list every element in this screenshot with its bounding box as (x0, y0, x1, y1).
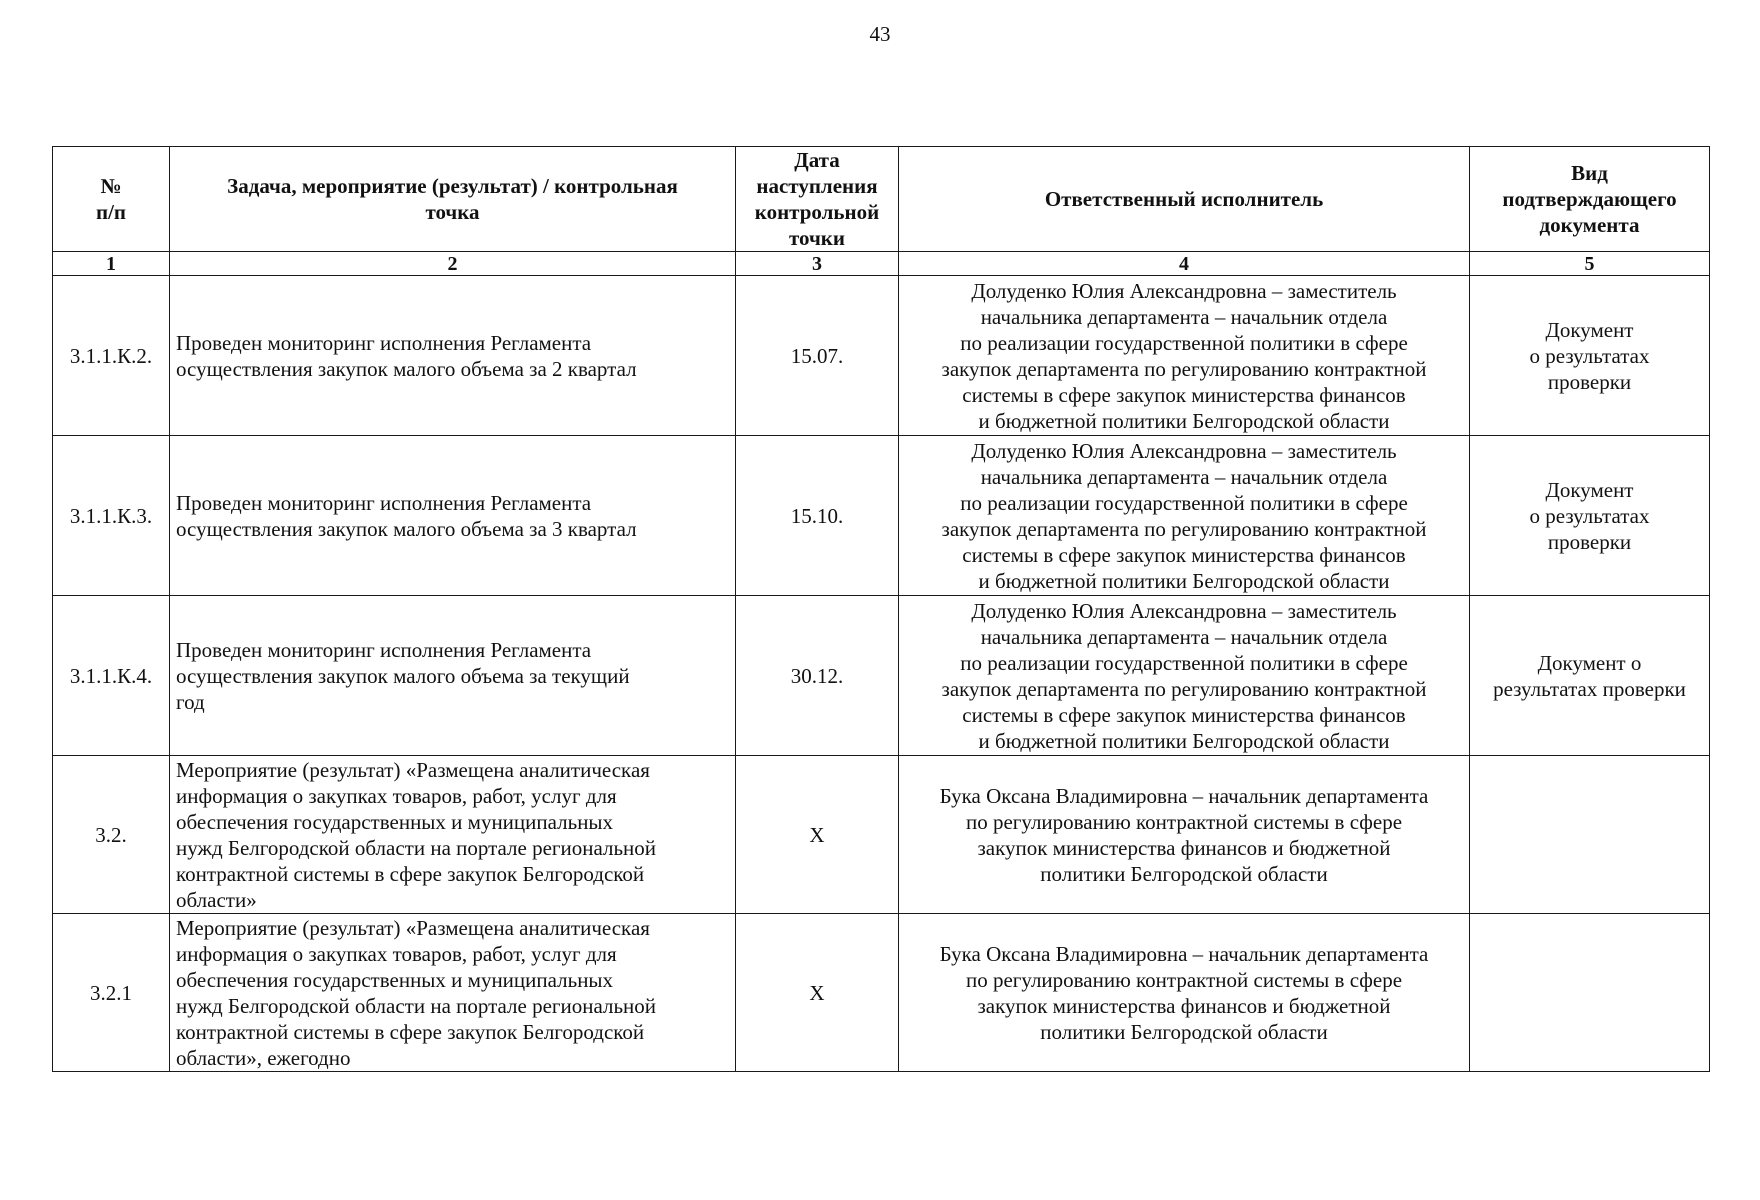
table-row (53, 596, 1710, 756)
row-task: Проведен мониторинг исполнения Регламента осуществления закупок малого объема за текущий год (170, 596, 736, 756)
row-date: Х (736, 914, 899, 1072)
column-number: 4 (899, 252, 1470, 276)
row-document (1470, 914, 1710, 1072)
control-points-table (52, 146, 1710, 1072)
header-responsible: Ответственный исполнитель (899, 147, 1470, 252)
page-number: 43 (869, 22, 891, 46)
row-responsible: Долуденко Юлия Александровна – заместитель начальника департамента – начальник отдела по реализации государственной политики в сфере закупок департамента по регулированию контрактной системы в сфере закупок министерства финансов и бюджетной политики Белгородской области (899, 436, 1470, 596)
column-number: 2 (170, 252, 736, 276)
row-document (1470, 756, 1710, 914)
row-number: 3.1.1.К.2. (53, 276, 170, 436)
row-document: Документ о результатах проверки (1470, 436, 1710, 596)
row-number: 3.2. (53, 756, 170, 914)
row-date: Х (736, 756, 899, 914)
header-task: Задача, мероприятие (результат) / контрольная точка (170, 147, 736, 252)
header-date: Дата наступления контрольной точки (736, 147, 899, 252)
column-number: 5 (1470, 252, 1710, 276)
table-row (53, 756, 1710, 914)
row-task: Проведен мониторинг исполнения Регламента осуществления закупок малого объема за 2 квартал (170, 276, 736, 436)
header-num: № п/п (53, 147, 170, 252)
row-date: 15.10. (736, 436, 899, 596)
row-date: 15.07. (736, 276, 899, 436)
row-number: 3.1.1.К.3. (53, 436, 170, 596)
column-number: 1 (53, 252, 170, 276)
header-row (53, 147, 1710, 252)
column-number-row (53, 252, 1710, 276)
row-number: 3.1.1.К.4. (53, 596, 170, 756)
row-responsible: Бука Оксана Владимировна – начальник департамента по регулированию контрактной системы в сфере закупок министерства финансов и бюджетной политики Белгородской области (899, 914, 1470, 1072)
row-document: Документ о результатах проверки (1470, 596, 1710, 756)
row-task: Мероприятие (результат) «Размещена аналитическая информация о закупках товаров, работ, услуг для обеспечения государственных и муниципальных нужд Белгородской области на портале региональной контрактной системы в сфере закупок Белгородской области», ежегодно (170, 914, 736, 1072)
row-number: 3.2.1 (53, 914, 170, 1072)
row-date: 30.12. (736, 596, 899, 756)
table-row (53, 914, 1710, 1072)
row-task: Мероприятие (результат) «Размещена аналитическая информация о закупках товаров, работ, услуг для обеспечения государственных и муниципальных нужд Белгородской области на портале региональной контрактной системы в сфере закупок Белгородской области» (170, 756, 736, 914)
column-number: 3 (736, 252, 899, 276)
row-responsible: Долуденко Юлия Александровна – заместитель начальника департамента – начальник отдела по реализации государственной политики в сфере закупок департамента по регулированию контрактной системы в сфере закупок министерства финансов и бюджетной политики Белгородской области (899, 596, 1470, 756)
table-row (53, 436, 1710, 596)
row-document: Документ о результатах проверки (1470, 276, 1710, 436)
row-responsible: Бука Оксана Владимировна – начальник департамента по регулированию контрактной системы в сфере закупок министерства финансов и бюджетной политики Белгородской области (899, 756, 1470, 914)
row-task: Проведен мониторинг исполнения Регламента осуществления закупок малого объема за 3 квартал (170, 436, 736, 596)
table-row (53, 276, 1710, 436)
header-document: Вид подтверждающего документа (1470, 147, 1710, 252)
row-responsible: Долуденко Юлия Александровна – заместитель начальника департамента – начальник отдела по реализации государственной политики в сфере закупок департамента по регулированию контрактной системы в сфере закупок министерства финансов и бюджетной политики Белгородской области (899, 276, 1470, 436)
